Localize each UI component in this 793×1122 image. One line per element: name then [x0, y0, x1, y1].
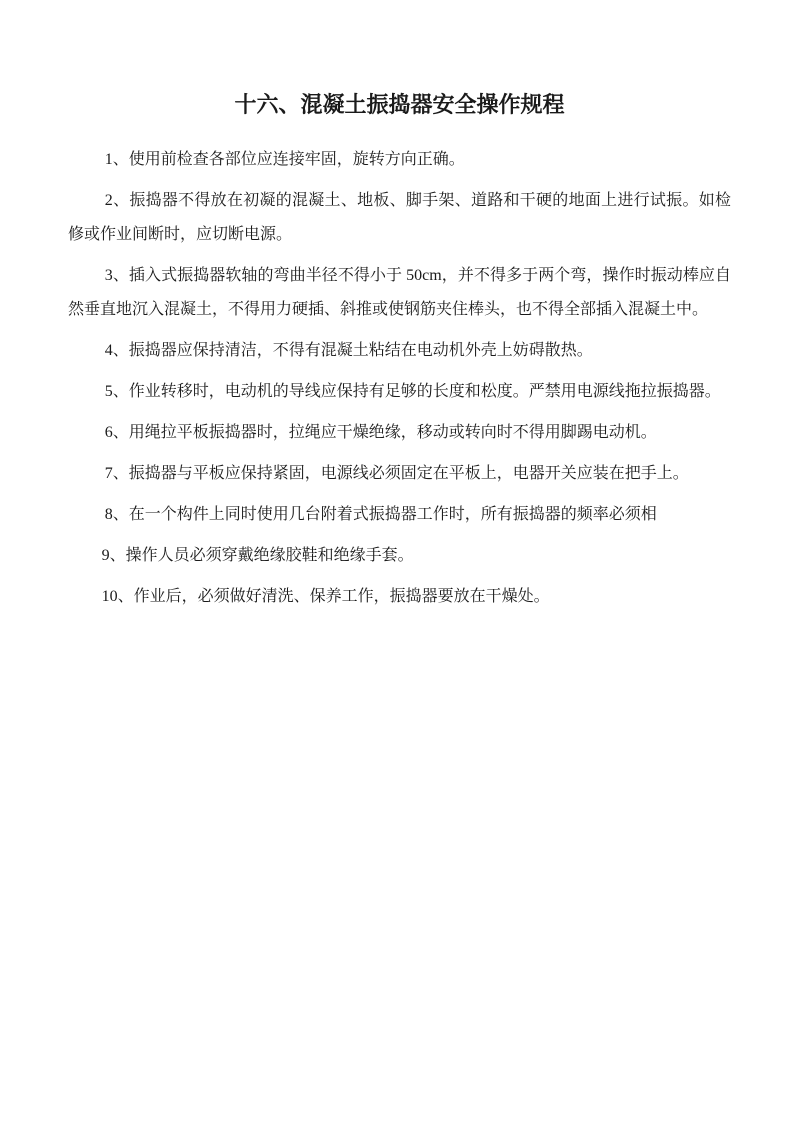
regulation-item-8: 8、在一个构件上同时使用几台附着式振捣器工作时，所有振捣器的频率必须相 [104, 506, 657, 523]
regulation-item-7: 7、振捣器与平板应保持紧固，电源线必须固定在平板上，电器开关应装在把手上。 [104, 465, 689, 482]
regulation-item-2: 2、振捣器不得放在初凝的混凝土、地板、脚手架、道路和干硬的地面上进行试振。如检修或作业间断时，应切断电源。 [68, 192, 731, 243]
regulation-item-4: 4、振捣器应保持清洁，不得有混凝土粘结在电动机外壳上妨碍散热。 [104, 342, 593, 359]
regulation-item-5: 5、作业转移时，电动机的导线应保持有足够的长度和松度。严禁用电源线拖拉振捣器。 [104, 383, 721, 400]
regulation-item-3: 3、插入式振捣器软轴的弯曲半径不得小于 50cm，并不得多于两个弯，操作时振动棒应自然垂直地沉入混凝土，不得用力硬插、斜推或使钢筋夹住棒头，也不得全部插入混凝土中。 [68, 267, 731, 318]
document-title: 十六、混凝土振捣器安全操作规程 [234, 92, 565, 117]
regulation-item-10: 10、作业后，必须做好清洗、保养工作，振捣器要放在干燥处。 [101, 588, 550, 605]
regulation-item-1: 1、使用前检查各部位应连接牢固，旋转方向正确。 [104, 151, 465, 168]
regulation-item-9: 9、操作人员必须穿戴绝缘胶鞋和绝缘手套。 [101, 547, 414, 564]
regulation-item-6: 6、用绳拉平板振捣器时，拉绳应干燥绝缘，移动或转向时不得用脚踢电动机。 [104, 424, 657, 441]
